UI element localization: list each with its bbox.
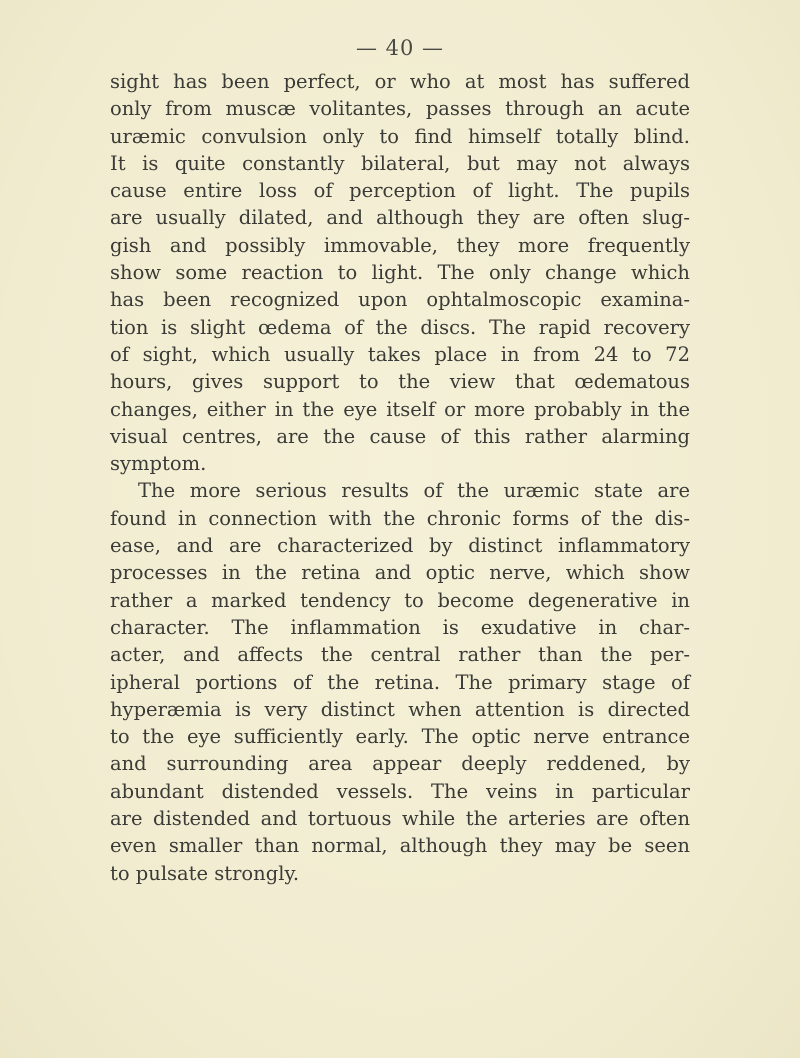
text-line: ease, and are characterized by distinct inflammatory [110, 534, 690, 558]
text-line: processes in the retina and optic nerve, which show [110, 561, 690, 585]
page-number: — 40 — [355, 36, 445, 60]
text-line: rather a marked tendency to become degenerative in [110, 588, 690, 612]
text-line: symptom. [110, 452, 207, 476]
paragraph-2 [110, 477, 690, 886]
text-line: hours, gives support to the view that œdematous [110, 370, 690, 394]
text-line: even smaller than normal, although they may be seen [110, 834, 690, 858]
text-line: to the eye sufficiently early. The optic nerve entrance [110, 725, 690, 749]
text-line: tion is slight œdema of the discs. The rapid recovery [110, 315, 690, 339]
text-line: acter, and affects the central rather than the per- [110, 643, 690, 667]
text-line: are usually dilated, and although they are often slug- [110, 206, 690, 230]
text-line: It is quite constantly bilateral, but may not always [110, 151, 690, 175]
text-line: uræmic convulsion only to find himself totally blind. [110, 124, 690, 148]
text-line: cause entire loss of perception of light. The pupils [110, 179, 690, 203]
text-line: sight has been perfect, or who at most has suffered [110, 70, 690, 93]
text-line: found in connection with the chronic forms of the dis- [110, 506, 690, 530]
text-line: to pulsate strongly. [110, 861, 300, 885]
text-line: visual centres, are the cause of this rather alarming [110, 424, 690, 448]
text-line: ipheral portions of the retina. The primary stage of [110, 670, 690, 694]
text-line: character. The inflammation is exudative in char- [110, 615, 690, 639]
text-line: of sight, which usually takes place in from 24 to 72 [110, 342, 690, 366]
text-line: hyperæmia is very distinct when attention is directed [110, 697, 690, 721]
text-line: gish and possibly immovable, they more frequently [110, 233, 690, 257]
text-line: changes, either in the eye itself or more probably in the [110, 397, 690, 421]
text-line: The more serious results of the uræmic state are [138, 479, 690, 503]
text-line: has been recognized upon ophtalmoscopic examina- [110, 288, 690, 312]
body-text [110, 68, 690, 887]
text-line: are distended and tortuous while the arteries are often [110, 807, 690, 831]
paragraph-1 [110, 68, 690, 477]
text-line: and surrounding area appear deeply reddened, by [110, 752, 690, 776]
text-line: abundant distended vessels. The veins in particular [110, 779, 690, 803]
text-line: only from muscæ volitantes, passes through an acute [110, 97, 690, 121]
text-line: show some reaction to light. The only change which [110, 261, 690, 285]
